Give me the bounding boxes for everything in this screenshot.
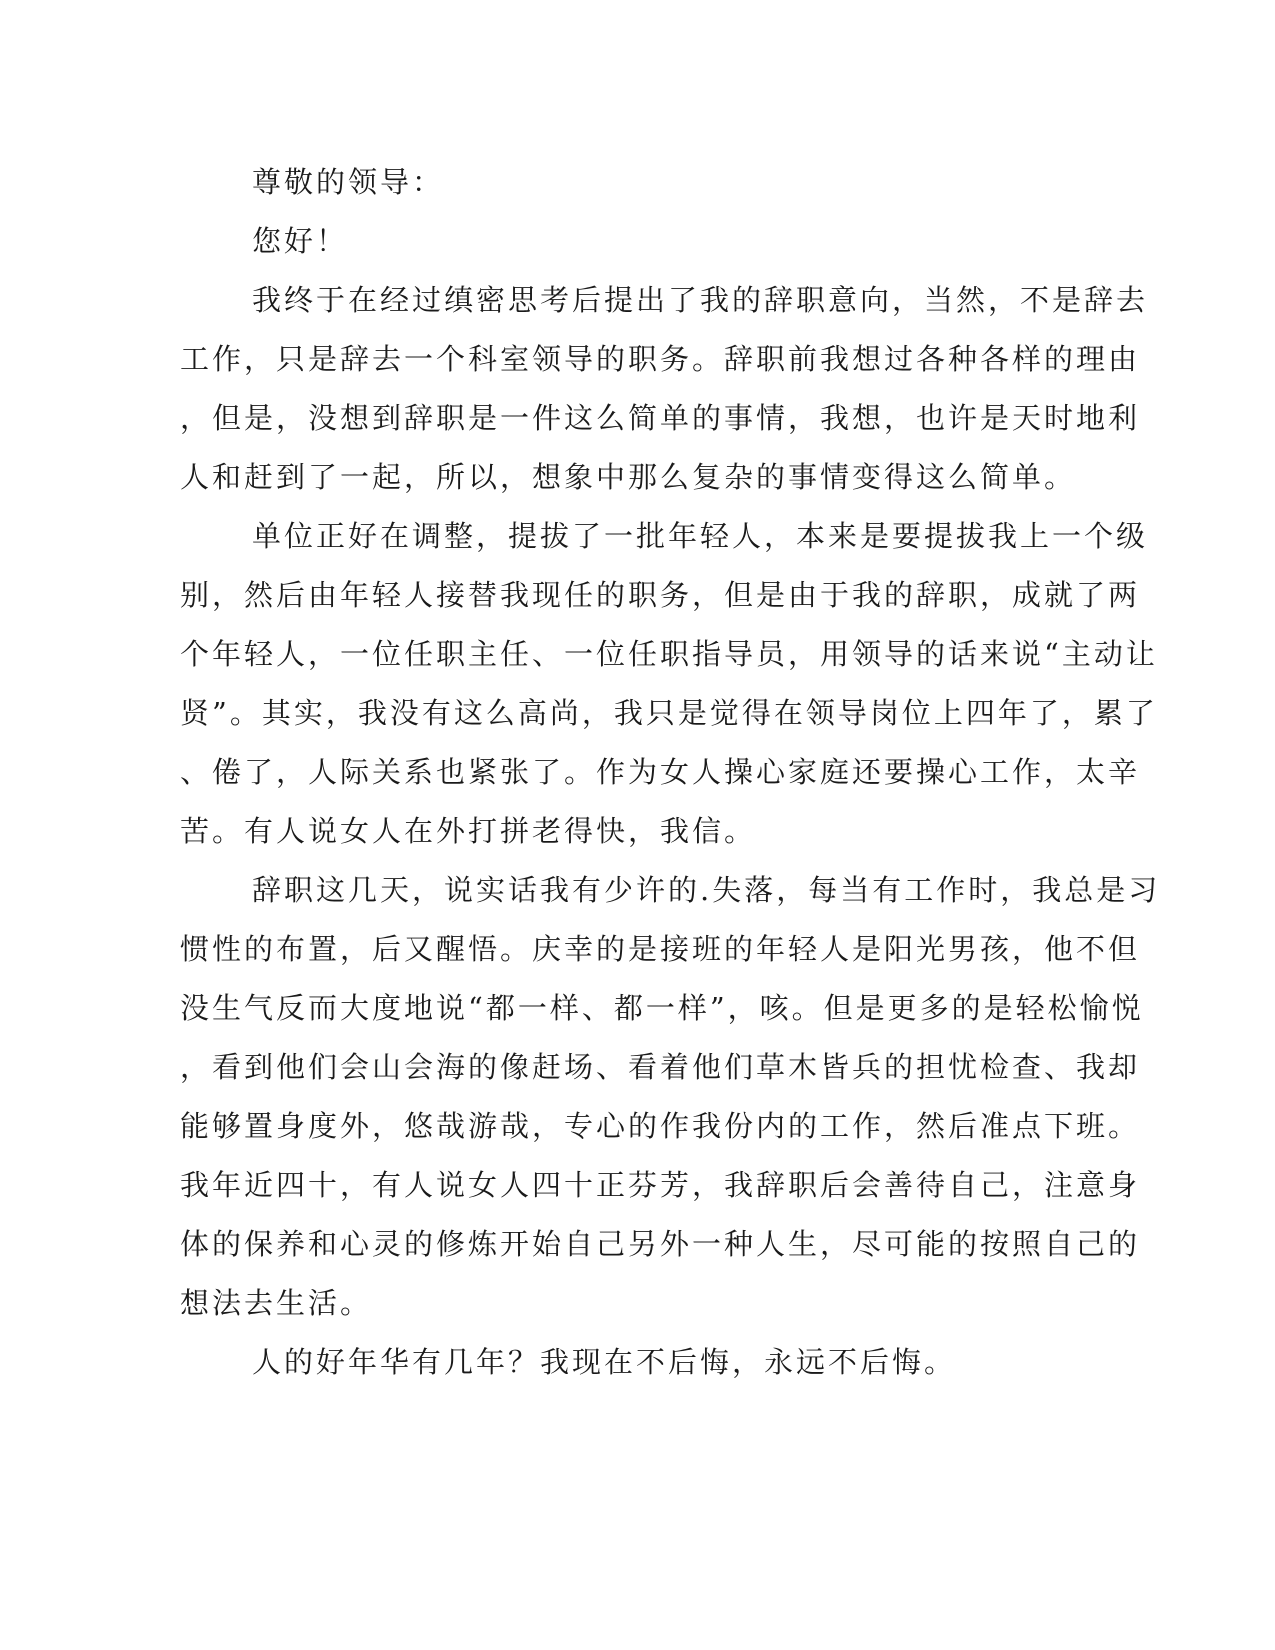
paragraph-3-line: 能够置身度外，悠哉游哉，专心的作我份内的工作，然后准点下班。: [180, 1109, 1141, 1143]
paragraph-1-line: 人和赶到了一起，所以，想象中那么复杂的事情变得这么简单。: [180, 460, 1077, 494]
paragraph-1-line: ，但是，没想到辞职是一件这么简单的事情，我想，也许是天时地利: [180, 401, 1141, 435]
paragraph-3-line: 我年近四十，有人说女人四十正芬芳，我辞职后会善待自己，注意身: [180, 1168, 1141, 1202]
greeting: 您好！: [252, 224, 349, 258]
paragraph-1-line: 工作，只是辞去一个科室领导的职务。辞职前我想过各种各样的理由: [180, 342, 1141, 376]
paragraph-3-line: ，看到他们会山会海的像赶场、看着他们草木皆兵的担忧检查、我却: [180, 1050, 1141, 1084]
salutation: 尊敬的领导：: [252, 165, 445, 199]
paragraph-2-line: 、倦了，人际关系也紧张了。作为女人操心家庭还要操心工作，太辛: [180, 755, 1141, 789]
paragraph-1-line: 我终于在经过缜密思考后提出了我的辞职意向，当然，不是辞去: [252, 283, 1149, 317]
paragraph-3-line: 惯性的布置，后又醒悟。庆幸的是接班的年轻人是阳光男孩，他不但: [180, 932, 1141, 966]
paragraph-3-line: 想法去生活。: [180, 1286, 373, 1320]
paragraph-3-line: 体的保养和心灵的修炼开始自己另外一种人生，尽可能的按照自己的: [180, 1227, 1141, 1261]
paragraph-2-line: 别，然后由年轻人接替我现任的职务，但是由于我的辞职，成就了两: [180, 578, 1141, 612]
paragraph-2-line: 苦。有人说女人在外打拼老得快，我信。: [180, 814, 757, 848]
paragraph-2-line: 贤”。其实，我没有这么高尚，我只是觉得在领导岗位上四年了，累了: [180, 696, 1158, 730]
paragraph-4-line: 人的好年华有几年？我现在不后悔，永远不后悔。: [252, 1345, 957, 1379]
paragraph-3-line: 没生气反而大度地说“都一样、都一样”，咳。但是更多的是轻松愉悦: [180, 991, 1144, 1025]
paragraph-3-line: 辞职这几天，说实话我有少许的.失落，每当有工作时，我总是习: [252, 873, 1161, 907]
paragraph-2-line: 个年轻人，一位任职主任、一位任职指导员，用领导的话来说“主动让: [180, 637, 1158, 671]
paragraph-2-line: 单位正好在调整，提拔了一批年轻人，本来是要提拔我上一个级: [252, 519, 1149, 553]
